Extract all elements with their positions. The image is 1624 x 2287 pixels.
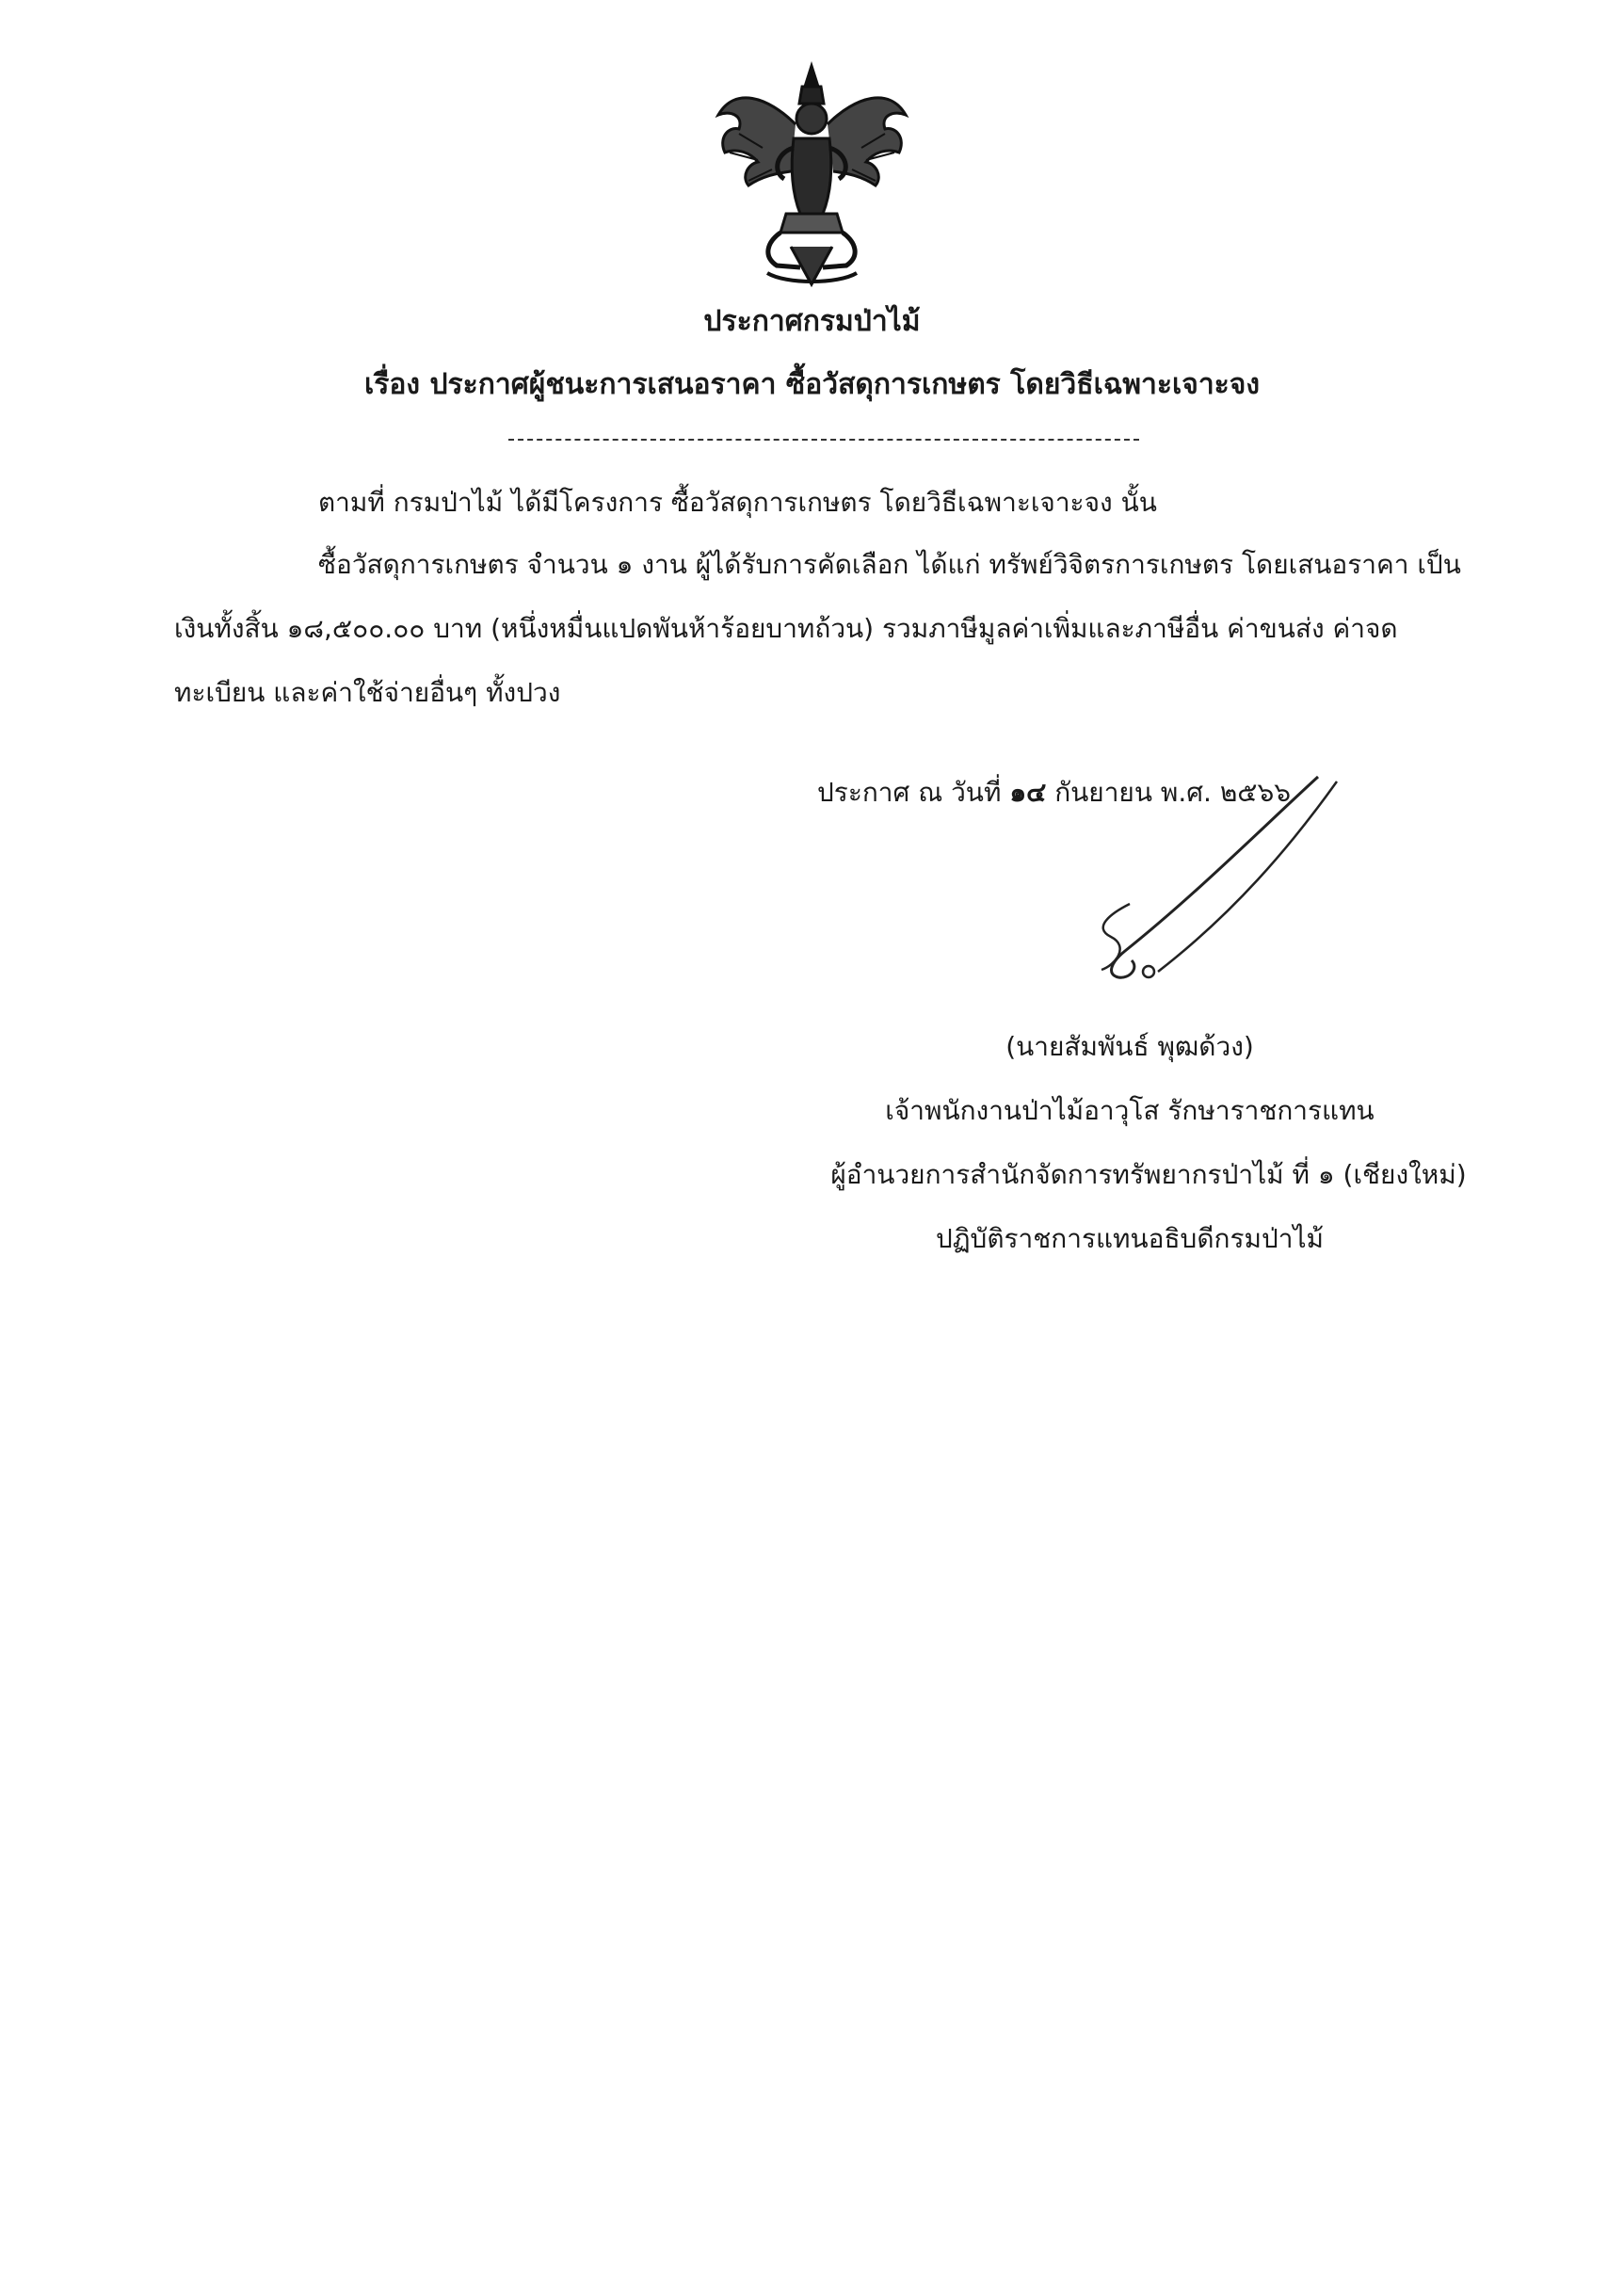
signatory-position-3: ปฏิบัติราชการแทนอธิบดีกรมป่าไม้ [935,1223,1324,1254]
date-year: ๒๕๖๖ [1219,777,1292,808]
announcement-title: ประกาศกรมป่าไม้ [703,305,921,338]
signatory-name: (นายสัมพันธ์ พุฒด้วง) [1005,1031,1254,1062]
signatory-position-2: ผู้อำนวยการสำนักจัดการทรัพยากรป่าไม้ ที่ ๑ (เชียงใหม่) [830,1159,1467,1190]
body-paragraph-1: ตามที่ กรมป่าไม้ ได้มีโครงการ ซื้อวัสดุการเกษตร โดยวิธีเฉพาะเจาะจง นั้น [318,487,1157,518]
handwritten-signature [1073,753,1346,998]
date-month: กันยายน [1054,777,1152,808]
divider-line [508,439,1139,441]
announcement-subject: เรื่อง ประกาศผู้ชนะการเสนอราคา ซื้อวัสดุการเกษตร โดยวิธีเฉพาะเจาะจง [363,368,1261,401]
date-era: พ.ศ. [1160,777,1212,808]
body-paragraph-4: ทะเบียน และค่าใช้จ่ายอื่นๆ ทั้งปวง [174,677,561,708]
signatory-position-1: เจ้าพนักงานป่าไม้อาวุโส รักษาราชการแทน [885,1095,1375,1126]
body-paragraph-2: ซื้อวัสดุการเกษตร จำนวน ๑ งาน ผู้ได้รับการคัดเลือก ได้แก่ ทรัพย์วิจิตรการเกษตร โดยเสนอราคา เป็น [318,549,1461,580]
date-prefix: ประกาศ ณ วันที่ [817,777,1002,808]
garuda-emblem-icon [711,58,913,292]
body-paragraph-3: เงินทั้งสิ้น ๑๘,๕๐๐.๐๐ บาท (หนึ่งหมื่นแปดพันห้าร้อยบาทถ้วน) รวมภาษีมูลค่าเพิ่มและภาษีอื่น ค่าขนส่ง ค่าจด [174,613,1398,644]
date-day: ๑๔ [1009,777,1047,808]
